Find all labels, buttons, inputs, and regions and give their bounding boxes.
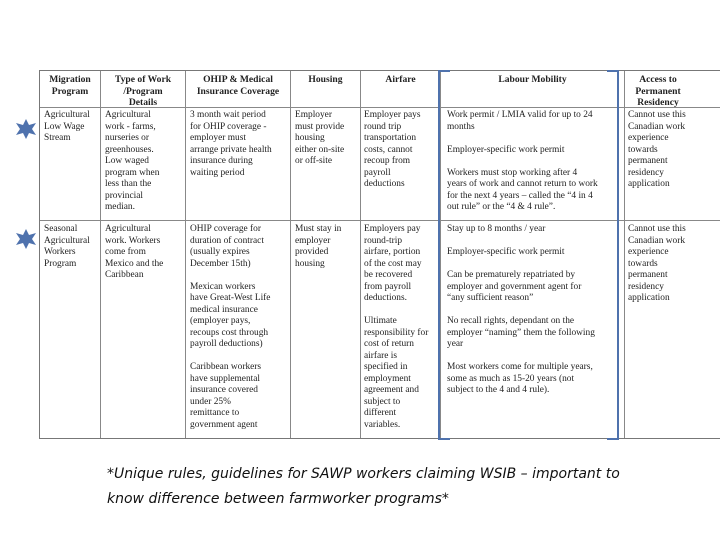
header-labour-mobility: Labour Mobility: [498, 74, 567, 85]
row2-airfare: Employers pay round-trip airfare, portion of the cost may be recovered from payroll deductions. Ultimate responsibility for cost of return airfare is specified in employment agreement and subject to different variables.: [364, 224, 429, 430]
row1-program: Agricultural Low Wage Stream: [44, 110, 90, 143]
highlight-corner: [607, 70, 619, 72]
labour-mobility-highlight: [438, 70, 619, 440]
header-type-of-work: Type of Work /Program Details: [114, 74, 172, 109]
header-permanent-residency: Access to Permanent Residency: [635, 74, 681, 109]
column-divider: [290, 71, 291, 438]
highlight-corner: [438, 438, 450, 440]
row2-ohip: OHIP coverage for duration of contract (usually expires December 15th) Mexican workers have Great-West Life medical insurance (employer pays, recoups cost through payroll deductions) Caribbean workers have supplemental insurance covered under 25% remittance to government agent: [190, 224, 271, 430]
row1-ohip: 3 month wait period for OHIP coverage - employer must arrange private health insurance during waiting period: [190, 110, 272, 178]
header-airfare: Airfare: [385, 74, 416, 85]
row1-labour-mobility: Work permit / LMIA valid for up to 24 months Employer-specific work permit Workers must stop working after 4 years of work and cannot return to work for the next 4 years – called the “4 in 4 out rule” or the “4 & 4 rule”.: [447, 110, 598, 212]
row1-airfare: Employer pays round trip transportation costs, cannot recoup from payroll deductions: [364, 110, 421, 189]
star-icon: [15, 118, 37, 140]
highlight-corner: [438, 70, 450, 72]
row1-work: Agricultural work - farms, nurseries or greenhouses. Low waged program when less than the provincial median.: [105, 110, 160, 212]
column-divider: [624, 71, 625, 438]
row2-labour-mobility: Stay up to 8 months / year Employer-specific work permit Can be prematurely repatriated by employer and government agent for “any sufficient reason” No recall rights, dependant on the employer “naming” them the following year Most workers come for multiple years, some as much as 15-20 years (not subject to the 4 and 4 rule).: [447, 224, 595, 395]
column-divider: [360, 71, 361, 438]
row2-work: Agricultural work. Workers come from Mexico and the Caribbean: [105, 224, 164, 280]
column-divider: [185, 71, 186, 438]
star-icon: [15, 228, 37, 250]
highlight-corner: [607, 438, 619, 440]
header-housing: Housing: [308, 74, 343, 85]
row2-housing: Must stay in employer provided housing: [295, 224, 342, 269]
row2-program: Seasonal Agricultural Workers Program: [44, 224, 90, 269]
footnote: *Unique rules, guidelines for SAWP workers claiming WSIB – important to know difference between farmworker programs*: [107, 466, 620, 507]
column-divider: [100, 71, 101, 438]
row2-residency: Cannot use this Canadian work experience towards permanent residency application: [628, 224, 686, 303]
header-ohip: OHIP & Medical Insurance Coverage: [196, 74, 280, 97]
header-migration-program: Migration Program: [49, 74, 91, 97]
row1-housing: Employer must provide housing either on-site or off-site: [295, 110, 345, 166]
row1-residency: Cannot use this Canadian work experience towards permanent residency application: [628, 110, 686, 189]
